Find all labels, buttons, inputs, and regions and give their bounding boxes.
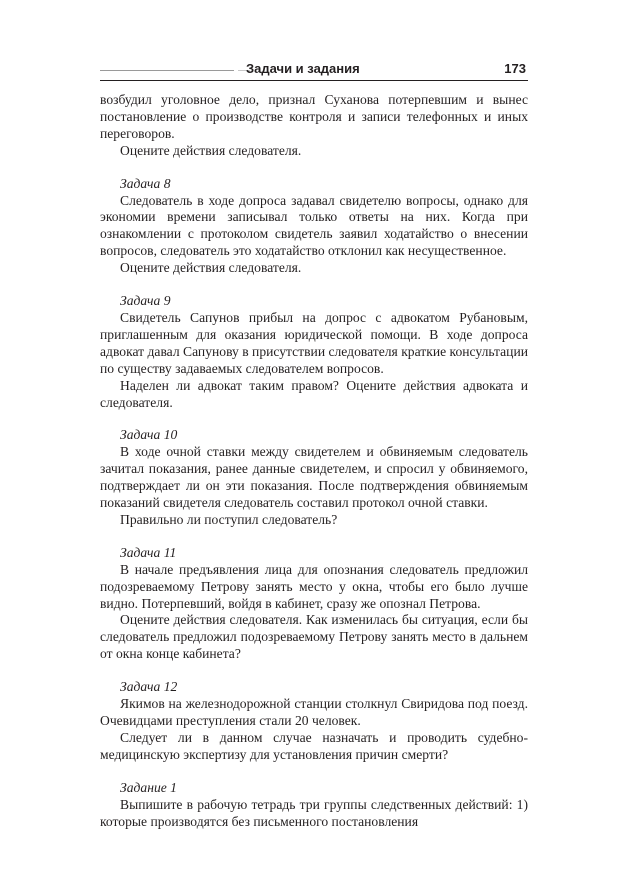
header-underline xyxy=(100,80,528,81)
task-8 xyxy=(100,176,528,277)
task-question: Оцените действия следователя. xyxy=(120,260,302,276)
task-title: Задача 8 xyxy=(120,175,171,191)
task-text: Следователь в ходе допроса задавал свидетелю вопросы, однако для экономии времени записывал только ответы на них. Когда при ознакомлении с протоколом свидетель заявил ходатайство о внесении вопросов, следователь это ходатайство отклонил как несущественное. xyxy=(100,192,528,259)
intro-question: Оцените действия следователя. xyxy=(120,142,302,158)
intro-continuation: возбудил уголовное дело, признал Суханова потерпевшим и вынес постановление о производстве контроля и записи телефонных и иных переговоров. xyxy=(100,92,528,141)
task-title: Задача 11 xyxy=(120,544,177,560)
page-header xyxy=(100,59,528,83)
task-text: В ходе очной ставки между свидетелем и обвиняемым следователь зачитал показания, ранее данные свидетелем, и спросил у обвиняемого, подтверждает ли он эти показания. После подтверждения обвиняемым показаний свидетеля следователь составил протокол очной ставки. xyxy=(100,444,528,511)
assignment-text: Выпишите в рабочую тетрадь три группы следственных действий: 1) которые производятся без письменного постановления xyxy=(100,796,528,829)
task-question: Следует ли в данном случае назначать и проводить судебно-медицинскую экспертизу для установления причин смерти? xyxy=(100,729,528,762)
running-title: Задачи и задания xyxy=(246,61,360,76)
task-11 xyxy=(100,545,528,663)
task-question: Правильно ли поступил следователь? xyxy=(120,511,338,527)
task-question: Наделен ли адвокат таким правом? Оцените действия адвоката и следователя. xyxy=(100,377,528,410)
task-title: Задача 12 xyxy=(120,679,178,695)
page-number: 173 xyxy=(504,61,526,76)
task-text: Якимов на железнодорожной станции столкнул Свиридова под поезд. Очевидцами преступления стали 20 человек. xyxy=(100,696,528,728)
task-title: Задача 9 xyxy=(120,293,171,309)
assignment-title: Задание 1 xyxy=(120,779,177,795)
task-12 xyxy=(100,679,528,764)
task-9 xyxy=(100,293,528,411)
task-question: Оцените действия следователя. Как изменилась бы ситуация, если бы следователь предложил подозреваемому Петрову занять место в дальнем от окна конце кабинета? xyxy=(100,612,528,662)
task-title: Задача 10 xyxy=(120,427,178,443)
header-rule-left xyxy=(100,70,234,71)
assignment-1 xyxy=(100,780,528,831)
task-text: Свидетель Сапунов прибыл на допрос с адвокатом Рубановым, приглашенным для оказания юридической помощи. В ходе допроса адвокат давал Сапунову в присутствии следователя краткие консультации по существу задаваемых следователем вопросов. xyxy=(100,309,529,376)
task-text: В начале предъявления лица для опознания следователь предложил подозреваемому Петрову занять место у окна, чтобы его было лучше видно. Потерпевший, войдя в кабинет, сразу же опознал Петрова. xyxy=(100,561,528,611)
page-body xyxy=(100,92,528,830)
task-10 xyxy=(100,427,528,528)
